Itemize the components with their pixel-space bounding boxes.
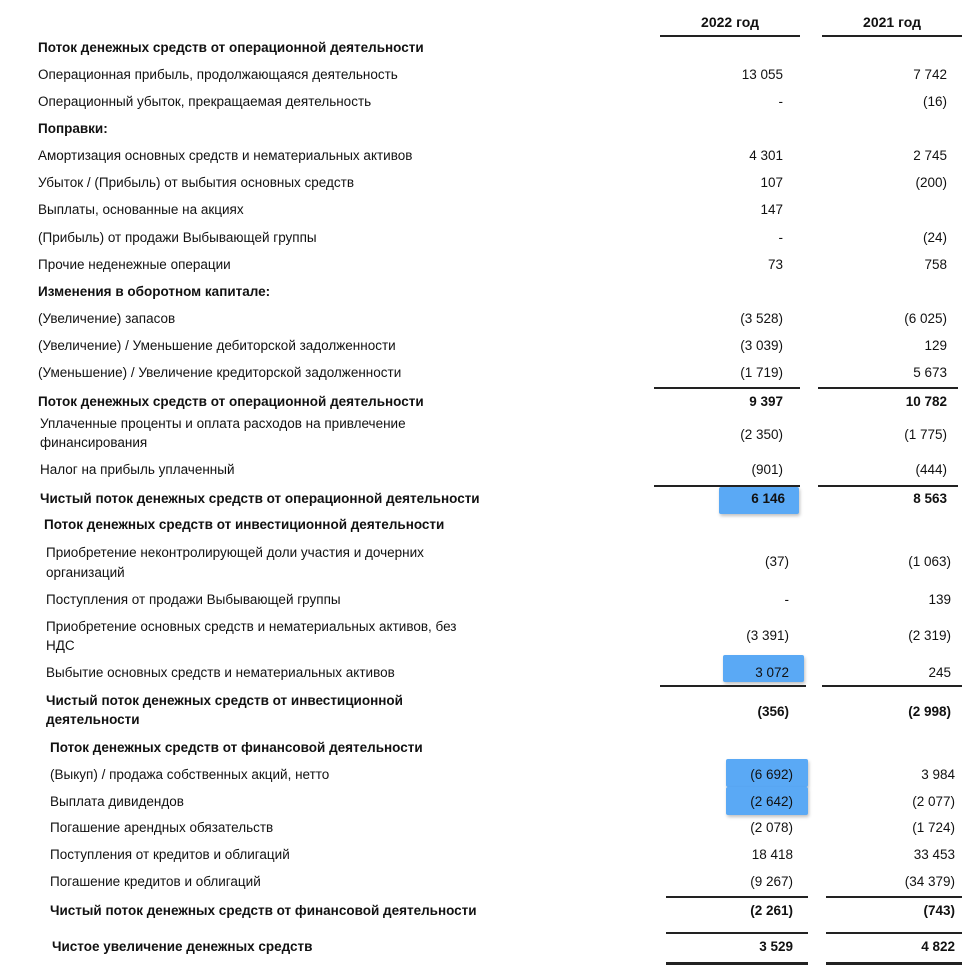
subtotal-rule-2021: [826, 896, 962, 898]
value-2022: 3 529: [759, 939, 793, 954]
value-2021: (34 379): [904, 874, 955, 889]
value-2021: 4 822: [921, 939, 955, 954]
value-2021: 10 782: [905, 394, 947, 409]
row-label: Уплаченные проценты и оплата расходов на привлечение: [40, 416, 406, 431]
value-2021: 3 984: [921, 767, 955, 782]
value-2022: 13 055: [741, 67, 783, 82]
row-label: Поступления от продажи Выбывающей группы: [46, 592, 341, 607]
total-rule-2021: [826, 932, 962, 934]
value-2022: (37): [764, 554, 789, 569]
row-label: Поступления от кредитов и облигаций: [50, 847, 290, 862]
value-2022: (6 692): [750, 767, 793, 782]
value-2021: 129: [924, 338, 947, 353]
value-2021: 758: [924, 257, 947, 272]
value-2021: 8 563: [913, 491, 947, 506]
value-2022: 18 418: [751, 847, 793, 862]
value-2022: 147: [760, 202, 783, 217]
row-label-continued: организаций: [46, 565, 125, 580]
value-2022: (2 261): [750, 903, 793, 918]
value-2022: (3 528): [740, 311, 783, 326]
value-2022: (9 267): [750, 874, 793, 889]
row-label: Чистый поток денежных средств от операционной деятельности: [40, 491, 480, 506]
value-2022: (2 642): [750, 794, 793, 809]
value-2022: (3 039): [740, 338, 783, 353]
row-label: Операционный убыток, прекращаемая деятельность: [38, 94, 372, 109]
value-2021: (16): [922, 94, 947, 109]
subtotal-rule-2022: [654, 387, 800, 389]
value-2021: (444): [915, 462, 947, 477]
row-label: Погашение арендных обязательств: [50, 820, 274, 835]
row-label: Поток денежных средств от инвестиционной деятельности: [44, 517, 445, 532]
value-2022: (3 391): [746, 628, 789, 643]
value-2021: (1 724): [912, 820, 955, 835]
row-label: Погашение кредитов и облигаций: [50, 874, 261, 889]
value-2021: 5 673: [913, 365, 947, 380]
value-2021: (2 077): [912, 794, 955, 809]
row-label: Амортизация основных средств и нематериальных активов: [38, 148, 413, 163]
subtotal-rule-2022: [654, 485, 800, 487]
header-underline-2021: [822, 35, 962, 37]
row-label: Выплаты, основанные на акциях: [38, 202, 244, 217]
subtotal-rule-2022: [666, 896, 808, 898]
row-label: (Уменьшение) / Увеличение кредиторской задолженности: [38, 365, 402, 380]
column-header-2022: 2022 год: [701, 14, 759, 30]
total-double-rule-2021: [826, 962, 962, 965]
row-label: Убыток / (Прибыль) от выбытия основных средств: [38, 175, 354, 190]
row-label: Приобретение неконтролирующей доли участия и дочерних: [46, 545, 424, 560]
subtotal-rule-2021: [822, 685, 962, 687]
total-double-rule-2022: [666, 962, 808, 965]
row-label: Чистый поток денежных средств от инвестиционной: [46, 693, 403, 708]
row-label-continued: НДС: [46, 638, 75, 653]
row-label: Изменения в оборотном капитале:: [38, 284, 271, 299]
value-2021: 245: [928, 665, 951, 680]
value-2022: (901): [751, 462, 783, 477]
value-2021: (2 319): [908, 628, 951, 643]
value-2021: 7 742: [913, 67, 947, 82]
row-label: Налог на прибыль уплаченный: [40, 462, 235, 477]
value-2022: (356): [757, 704, 789, 719]
value-2022: 4 301: [749, 148, 783, 163]
value-2022: (1 719): [740, 365, 783, 380]
row-label: (Прибыль) от продажи Выбывающей группы: [38, 230, 317, 245]
row-label: (Увеличение) запасов: [38, 311, 176, 326]
value-2021: 139: [928, 592, 951, 607]
value-2022: 3 072: [755, 665, 789, 680]
row-label: (Увеличение) / Уменьшение дебиторской задолженности: [38, 338, 396, 353]
row-label: Приобретение основных средств и нематериальных активов, без: [46, 619, 457, 634]
row-label-continued: финансирования: [40, 435, 148, 450]
subtotal-rule-2022: [660, 685, 806, 687]
value-2021: (2 998): [908, 704, 951, 719]
row-label: Чистый поток денежных средств от финансовой деятельности: [50, 903, 477, 918]
column-header-2021: 2021 год: [863, 14, 921, 30]
value-2021: (743): [923, 903, 955, 918]
row-label: Выбытие основных средств и нематериальных активов: [46, 665, 395, 680]
row-label-continued: деятельности: [46, 712, 140, 727]
subtotal-rule-2021: [818, 387, 958, 389]
value-2022: -: [778, 230, 783, 245]
value-2021: (1 775): [904, 427, 947, 442]
row-label: Операционная прибыль, продолжающаяся деятельность: [38, 67, 398, 82]
value-2022: -: [778, 94, 783, 109]
value-2022: 6 146: [751, 491, 785, 506]
row-label: Прочие неденежные операции: [38, 257, 231, 272]
value-2022: 9 397: [749, 394, 783, 409]
row-label: (Выкуп) / продажа собственных акций, нетто: [50, 767, 330, 782]
row-label: Поток денежных средств от операционной деятельности: [38, 40, 424, 55]
total-rule-2022: [666, 932, 808, 934]
value-2021: (6 025): [904, 311, 947, 326]
row-label: Выплата дивидендов: [50, 794, 184, 809]
value-2021: (200): [915, 175, 947, 190]
value-2021: 33 453: [913, 847, 955, 862]
value-2021: 2 745: [913, 148, 947, 163]
value-2022: -: [784, 592, 789, 607]
header-underline-2022: [660, 35, 800, 37]
value-2022: (2 350): [740, 427, 783, 442]
value-2021: (1 063): [908, 554, 951, 569]
subtotal-rule-2021: [818, 485, 958, 487]
value-2021: (24): [922, 230, 947, 245]
value-2022: 73: [767, 257, 783, 272]
row-label: Поток денежных средств от финансовой деятельности: [50, 740, 423, 755]
row-label: Поток денежных средств от операционной деятельности: [38, 394, 424, 409]
row-label: Чистое увеличение денежных средств: [52, 939, 313, 954]
row-label: Поправки:: [38, 121, 108, 136]
value-2022: 107: [760, 175, 783, 190]
value-2022: (2 078): [750, 820, 793, 835]
